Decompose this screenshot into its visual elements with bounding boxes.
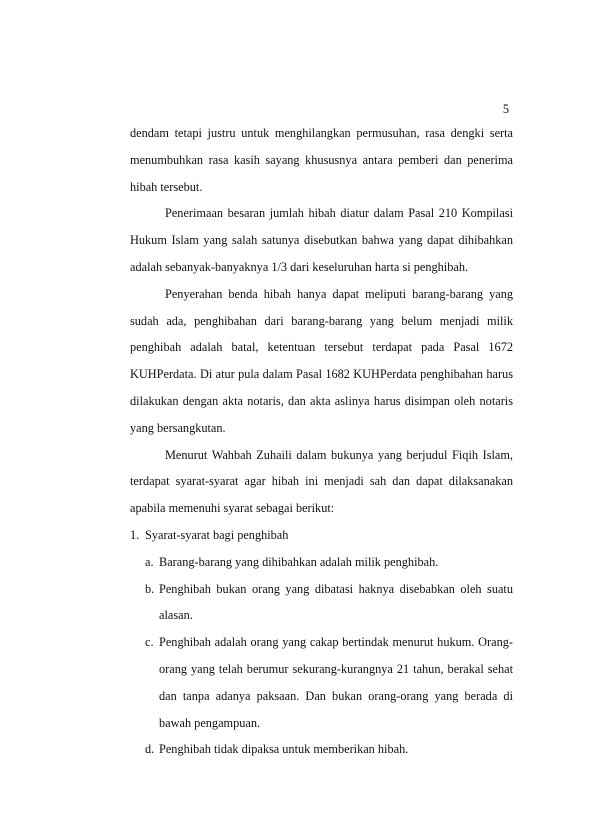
sub-list (145, 549, 513, 763)
numbered-list (130, 522, 513, 763)
sub-list-item (145, 576, 513, 630)
sub-list-text: Penghibah adalah orang yang cakap bertindak menurut hukum. Orang-orang yang telah berumur sekurang-kurangnya 21 tahun, berakal sehat dan tanpa adanya paksaan. Dan bukan orang-orang yang berada di bawah pengampuan. (159, 635, 513, 730)
list-item (130, 522, 513, 549)
sub-list-text: Penghibah bukan orang yang dibatasi haknya disebabkan oleh suatu alasan. (159, 581, 513, 623)
body-text (130, 120, 513, 763)
sub-list-item (145, 736, 513, 763)
sub-list-label: c. (145, 635, 154, 650)
sub-list-label: a. (145, 554, 154, 569)
sub-list-label: b. (145, 581, 155, 596)
sub-list-text: Penghibah tidak dipaksa untuk memberikan hibah. (159, 742, 409, 757)
list-number: 1. (130, 527, 140, 542)
page-number: 5 (502, 102, 509, 116)
paragraph: Penyerahan benda hibah hanya dapat meliputi barang-barang yang sudah ada, penghibahan dari barang-barang yang belum menjadi milik penghibah adalah batal, ketentuan tersebut terdapat pada Pasal 1672 KUHPerdata. Di atur pula dalam Pasal 1682 KUHPerdata penghibahan harus dilakukan dengan akta notaris, dan akta aslinya harus disimpan oleh notaris yang bersangkutan. (130, 286, 513, 435)
paragraph: Menurut Wahbah Zuhaili dalam bukunya yang berjudul Fiqih Islam, terdapat syarat-syarat agar hibah ini menjadi sah dan dapat dilaksanakan apabila memenuhi syarat sebagai berikut: (130, 447, 513, 516)
sub-list-text: Barang-barang yang dihibahkan adalah milik penghibah. (159, 554, 439, 569)
paragraph: Penerimaan besaran jumlah hibah diatur dalam Pasal 210 Kompilasi Hukum Islam yang salah satunya disebutkan bahwa yang dapat dihibahkan adalah sebanyak-banyaknya 1/3 dari keseluruhan harta si penghibah. (130, 206, 513, 274)
sub-list-item (145, 549, 513, 576)
sub-list-label: d. (145, 742, 155, 757)
list-title: Syarat-syarat bagi penghibah (145, 527, 289, 542)
sub-list-item (145, 629, 513, 736)
paragraph: dendam tetapi justru untuk menghilangkan permusuhan, rasa dengki serta menumbuhkan rasa kasih sayang khususnya antara pemberi dan penerima hibah tersebut. (130, 126, 513, 194)
